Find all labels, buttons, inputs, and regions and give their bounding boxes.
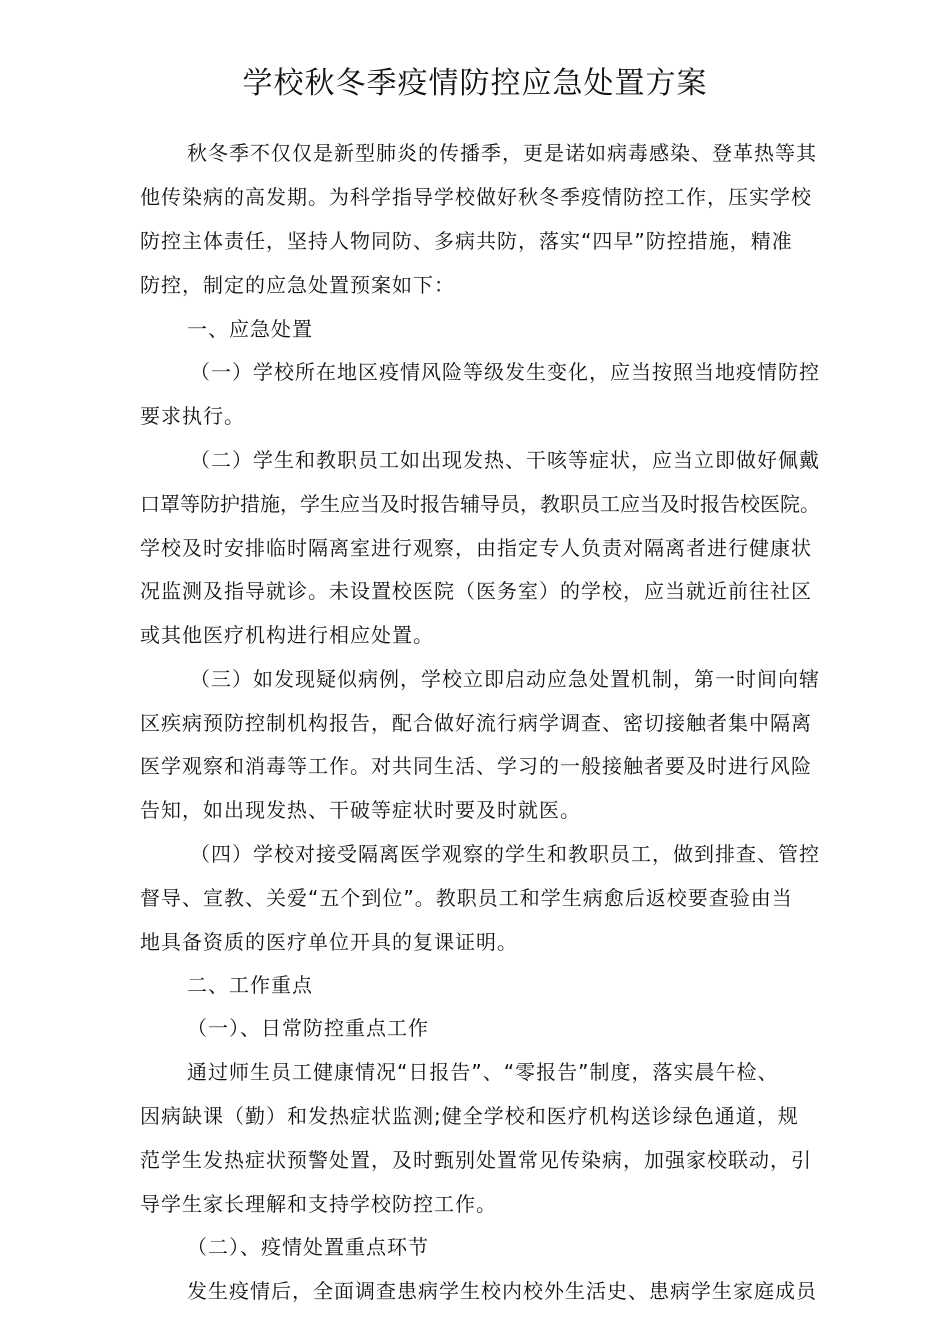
paragraph-line: （四）学校对接受隔离医学观察的学生和教职员工，做到排查、管控 [190,842,820,866]
paragraph-line: 区疾病预防控制机构报告，配合做好流行病学调查、密切接触者集中隔离 [140,711,812,735]
paragraph-line: 医学观察和消毒等工作。对共同生活、学习的一般接触者要及时进行风险 [140,754,812,778]
paragraph-line: 地具备资质的医疗单位开具的复课证明。 [140,930,518,954]
paragraph-line: 防控，制定的应急处置预案如下： [140,273,455,297]
paragraph-line: 他传染病的高发期。为科学指导学校做好秋冬季疫情防控工作，压实学校 [140,185,812,209]
paragraph-line: （二）学生和教职员工如出现发热、干咳等症状，应当立即做好佩戴 [190,448,820,472]
paragraph-line: 口罩等防护措施，学生应当及时报告辅导员，教职员工应当及时报告校医院。 [140,492,820,516]
paragraph-line: （三）如发现疑似病例，学校立即启动应急处置机制，第一时间向辖 [190,667,820,691]
subsection-heading: （二）、疫情处置重点环节 [187,1235,429,1259]
document-title: 学校秋冬季疫情防控应急处置方案 [242,66,708,101]
section-heading: 一、应急处置 [187,317,313,341]
paragraph-line: 秋冬季不仅仅是新型肺炎的传播季，更是诺如病毒感染、登革热等其 [187,141,817,165]
paragraph-line: 因病缺课（勤）和发热症状监测;健全学校和医疗机构送诊绿色通道，规 [140,1104,799,1128]
paragraph-line: （一）学校所在地区疫情风险等级发生变化，应当按照当地疫情防控 [190,360,820,384]
section-heading: 二、工作重点 [187,973,313,997]
subsection-heading: （一）、日常防控重点工作 [187,1016,429,1040]
paragraph-line: 防控主体责任，坚持人物同防、多病共防，落实“四早”防控措施，精准 [140,229,793,253]
paragraph-line: 导学生家长理解和支持学校防控工作。 [140,1192,497,1216]
paragraph-line: 范学生发热症状预警处置，及时甄别处置常见传染病，加强家校联动，引 [140,1148,812,1172]
paragraph-line: 要求执行。 [140,404,245,428]
paragraph-line: 学校及时安排临时隔离室进行观察，由指定专人负责对隔离者进行健康状 [140,536,812,560]
paragraph-line: 通过师生员工健康情况“日报告”、“零报告”制度，落实晨午检、 [187,1060,779,1084]
paragraph-line: 或其他医疗机构进行相应处置。 [140,623,434,647]
paragraph-line: 况监测及指导就诊。未设置校医院（医务室）的学校，应当就近前往社区 [140,579,812,603]
paragraph-line: 告知，如出现发热、干破等症状时要及时就医。 [140,798,581,822]
paragraph-line: 督导、宣教、关爱“五个到位”。教职员工和学生病愈后返校要查验由当 [140,886,793,910]
paragraph-line: 发生疫情后，全面调查患病学生校内校外生活史、患病学生家庭成员 [187,1279,817,1303]
